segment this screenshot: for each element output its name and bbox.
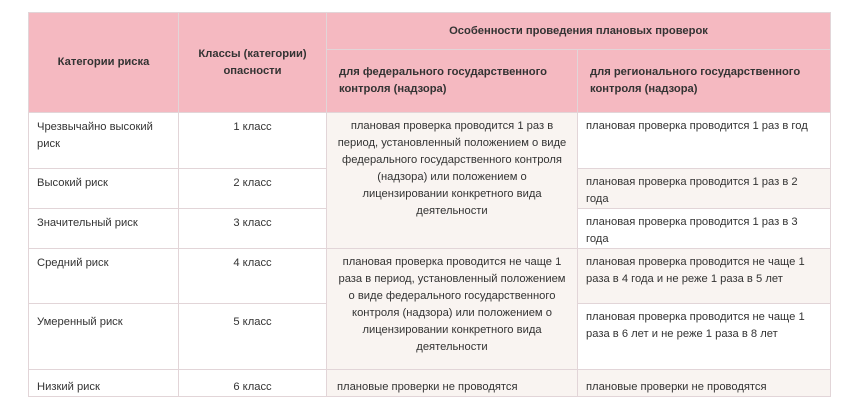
regional-inspection-cell: плановая проверка проводится 1 раз в год xyxy=(578,113,831,169)
regional-inspection-cell: плановые проверки не проводятся xyxy=(578,370,831,397)
header-row xyxy=(29,13,831,50)
header-federal: для федерального государственного контроля (надзора) xyxy=(327,50,578,113)
hazard-class-cell: 2 класс xyxy=(179,169,327,209)
hazard-class-cell: 6 класс xyxy=(179,370,327,397)
regional-inspection-cell: плановая проверка проводится не чаще 1 раза в 4 года и не реже 1 раза в 5 лет xyxy=(578,249,831,304)
risk-category-cell: Умеренный риск xyxy=(29,304,179,370)
table-row xyxy=(29,249,831,304)
regional-inspection-cell: плановая проверка проводится не чаще 1 раза в 6 лет и не реже 1 раза в 8 лет xyxy=(578,304,831,370)
regional-inspection-cell: плановая проверка проводится 1 раз в 2 года xyxy=(578,169,831,209)
risk-categories-table xyxy=(28,12,831,397)
table-row xyxy=(29,113,831,169)
risk-category-cell: Значительный риск xyxy=(29,209,179,249)
federal-inspection-cell: плановая проверка проводится 1 раз в период, установленный положением о виде федерального государственного контроля (надзора) или положением о лицензировании конкретного вида деятельности xyxy=(327,113,578,249)
regional-inspection-cell: плановая проверка проводится 1 раз в 3 года xyxy=(578,209,831,249)
header-regional: для регионального государственного контроля (надзора) xyxy=(578,50,831,113)
federal-inspection-cell: плановая проверка проводится не чаще 1 раза в период, установленный положением о виде федерального государственного контроля (надзора) или положением о лицензировании конкретного вида деятельности xyxy=(327,249,578,370)
header-class: Классы (категории) опасности xyxy=(179,13,327,113)
header-category: Категории риска xyxy=(29,13,179,113)
risk-category-cell: Чрезвычайно высокий риск xyxy=(29,113,179,169)
risk-category-cell: Низкий риск xyxy=(29,370,179,397)
risk-category-cell: Средний риск xyxy=(29,249,179,304)
risk-category-cell: Высокий риск xyxy=(29,169,179,209)
table-row xyxy=(29,370,831,397)
hazard-class-cell: 5 класс xyxy=(179,304,327,370)
header-features: Особенности проведения плановых проверок xyxy=(327,13,831,50)
hazard-class-cell: 1 класс xyxy=(179,113,327,169)
hazard-class-cell: 4 класс xyxy=(179,249,327,304)
federal-inspection-cell: плановые проверки не проводятся xyxy=(327,370,578,397)
hazard-class-cell: 3 класс xyxy=(179,209,327,249)
